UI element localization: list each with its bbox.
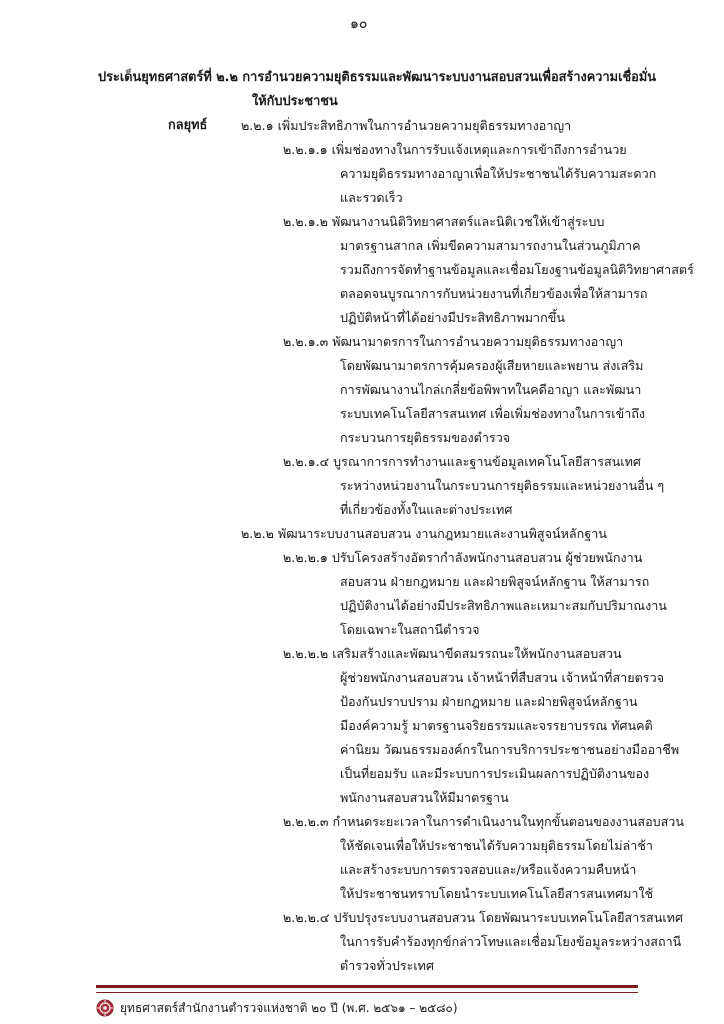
item-2-2-1-1-line3: และรวดเร็ว — [340, 190, 403, 205]
strategy-2-2-2-title: ๒.๒.๒ พัฒนาระบบงานสอบสวน งานกฎหมายและงานพิสูจน์หลักฐาน — [241, 526, 607, 541]
strategy-label: กลยุทธ์ — [168, 118, 208, 133]
item-2-2-2-2-line4: มีองค์ความรู้ มาตรฐานจริยธรรมและจรรยาบรรณ ทัศนคติ — [340, 718, 653, 733]
item-2-2-2-3-line4: ให้ประชาชนทราบโดยนำระบบเทคโนโลยีสารสนเทศมาใช้ — [340, 886, 654, 901]
footer-text: ยุทธศาสตร์สำนักงานตำรวจแห่งชาติ ๒๐ ปี (พ.ศ. ๒๕๖๑ – ๒๕๘๐) — [120, 1001, 458, 1015]
item-2-2-2-2-line2: ผู้ช่วยพนักงานสอบสวน เจ้าหน้าที่สืบสวน เจ้าหน้าที่สายตรวจ — [340, 670, 665, 685]
strategy-2-2-1-title: ๒.๒.๑ เพิ่มประสิทธิภาพในการอำนวยความยุติธรรมทางอาญา — [241, 118, 572, 133]
item-2-2-1-3-line3: การพัฒนางานไกล่เกลี่ยข้อพิพาทในคดีอาญา และพัฒนา — [340, 382, 642, 397]
section-heading-line1: ประเด็นยุทธศาสตร์ที่ ๒.๒ การอำนวยความยุติธรรมและพัฒนาระบบงานสอบสวนเพื่อสร้างความเชื่อมั่น — [98, 70, 657, 85]
item-2-2-2-2-line7: พนักงานสอบสวนให้มีมาตรฐาน — [340, 790, 509, 805]
item-2-2-1-3-line4: ระบบเทคโนโลยีสารสนเทศ เพื่อเพิ่มช่องทางในการเข้าถึง — [340, 406, 646, 421]
police-emblem-icon — [96, 999, 114, 1017]
item-2-2-1-2-line2: มาตรฐานสากล เพิ่มขีดความสามารถงานในส่วนภูมิภาค — [340, 238, 641, 253]
item-2-2-1-4-line1: ๒.๒.๑.๔ บูรณาการการทำงานและฐานข้อมูลเทคโนโลยีสารสนเทศ — [283, 454, 641, 469]
item-2-2-1-2-line5: ปฏิบัติหน้าที่ได้อย่างมีประสิทธิภาพมากขึ้น — [340, 310, 565, 325]
item-2-2-2-1-line1: ๒.๒.๒.๑ ปรับโครงสร้างอัตรากำลังพนักงานสอบสวน ผู้ช่วยพนักงาน — [283, 550, 643, 565]
item-2-2-1-2-line1: ๒.๒.๑.๒ พัฒนางานนิติวิทยาศาสตร์และนิติเวชให้เข้าสู่ระบบ — [283, 214, 605, 229]
footer-rule-thin — [96, 992, 638, 993]
item-2-2-2-2-line3: ป้องกันปราบปราม ฝ่ายกฎหมาย และฝ่ายพิสูจน์หลักฐาน — [340, 694, 638, 709]
item-2-2-2-4-line2: ในการรับคำร้องทุกข์กล่าวโทษและเชื่อมโยงข้อมูลระหว่างสถานี — [340, 934, 682, 949]
item-2-2-2-4-line3: ตำรวจทั่วประเทศ — [340, 958, 434, 973]
item-2-2-1-3-line2: โดยพัฒนามาตรการคุ้มครองผู้เสียหายและพยาน ส่งเสริม — [340, 358, 644, 373]
section-heading-line2: ให้กับประชาชน — [252, 94, 338, 109]
item-2-2-1-2-line3: รวมถึงการจัดทำฐานข้อมูลและเชื่อมโยงฐานข้อมูลนิติวิทยาศาสตร์ — [340, 262, 694, 277]
item-2-2-2-3-line1: ๒.๒.๒.๓ กำหนดระยะเวลาในการดำเนินงานในทุกขั้นตอนของงานสอบสวน — [283, 814, 684, 829]
page-number: ๑๐ — [350, 16, 368, 32]
item-2-2-2-1-line2: สอบสวน ฝ่ายกฎหมาย และฝ่ายพิสูจน์หลักฐาน ให้สามารถ — [340, 574, 650, 589]
item-2-2-2-4-line1: ๒.๒.๒.๔ ปรับปรุงระบบงานสอบสวน โดยพัฒนาระบบเทคโนโลยีสารสนเทศ — [283, 910, 683, 925]
item-2-2-1-4-line3: ที่เกี่ยวข้องทั้งในและต่างประเทศ — [340, 502, 513, 517]
item-2-2-1-1-line1: ๒.๒.๑.๑ เพิ่มช่องทางในการรับแจ้งเหตุและการเข้าถึงการอำนวย — [283, 142, 627, 157]
item-2-2-2-2-line1: ๒.๒.๒.๒ เสริมสร้างและพัฒนาขีดสมรรถนะให้พนักงานสอบสวน — [283, 646, 622, 661]
footer-rule-thick — [96, 985, 638, 988]
item-2-2-2-1-line4: โดยเฉพาะในสถานีตำรวจ — [340, 622, 480, 637]
item-2-2-2-2-line6: เป็นที่ยอมรับ และมีระบบการประเมินผลการปฏิบัติงานของ — [340, 766, 650, 781]
item-2-2-1-3-line5: กระบวนการยุติธรรมของตำรวจ — [340, 430, 511, 445]
item-2-2-2-1-line3: ปฏิบัติงานได้อย่างมีประสิทธิภาพและเหมาะสมกับปริมาณงาน — [340, 598, 667, 613]
item-2-2-2-2-line5: ค่านิยม วัฒนธรรมองค์กรในการบริการประชาชนอย่างมืออาชีพ — [340, 742, 680, 757]
item-2-2-1-3-line1: ๒.๒.๑.๓ พัฒนามาตรการในการอำนวยความยุติธรรมทางอาญา — [283, 334, 624, 349]
item-2-2-1-4-line2: ระหว่างหน่วยงานในกระบวนการยุติธรรมและหน่วยงานอื่น ๆ — [340, 478, 665, 493]
item-2-2-2-3-line2: ให้ชัดเจนเพื่อให้ประชาชนได้รับความยุติธรรมโดยไม่ล่าช้า — [340, 838, 653, 853]
item-2-2-1-1-line2: ความยุติธรรมทางอาญาเพื่อให้ประชาชนได้รับความสะดวก — [340, 166, 657, 181]
item-2-2-2-3-line3: และสร้างระบบการตรวจสอบและ/หรือแจ้งความคืบหน้า — [340, 862, 637, 877]
item-2-2-1-2-line4: ตลอดจนบูรณาการกับหน่วยงานที่เกี่ยวข้องเพื่อให้สามารถ — [340, 286, 648, 301]
